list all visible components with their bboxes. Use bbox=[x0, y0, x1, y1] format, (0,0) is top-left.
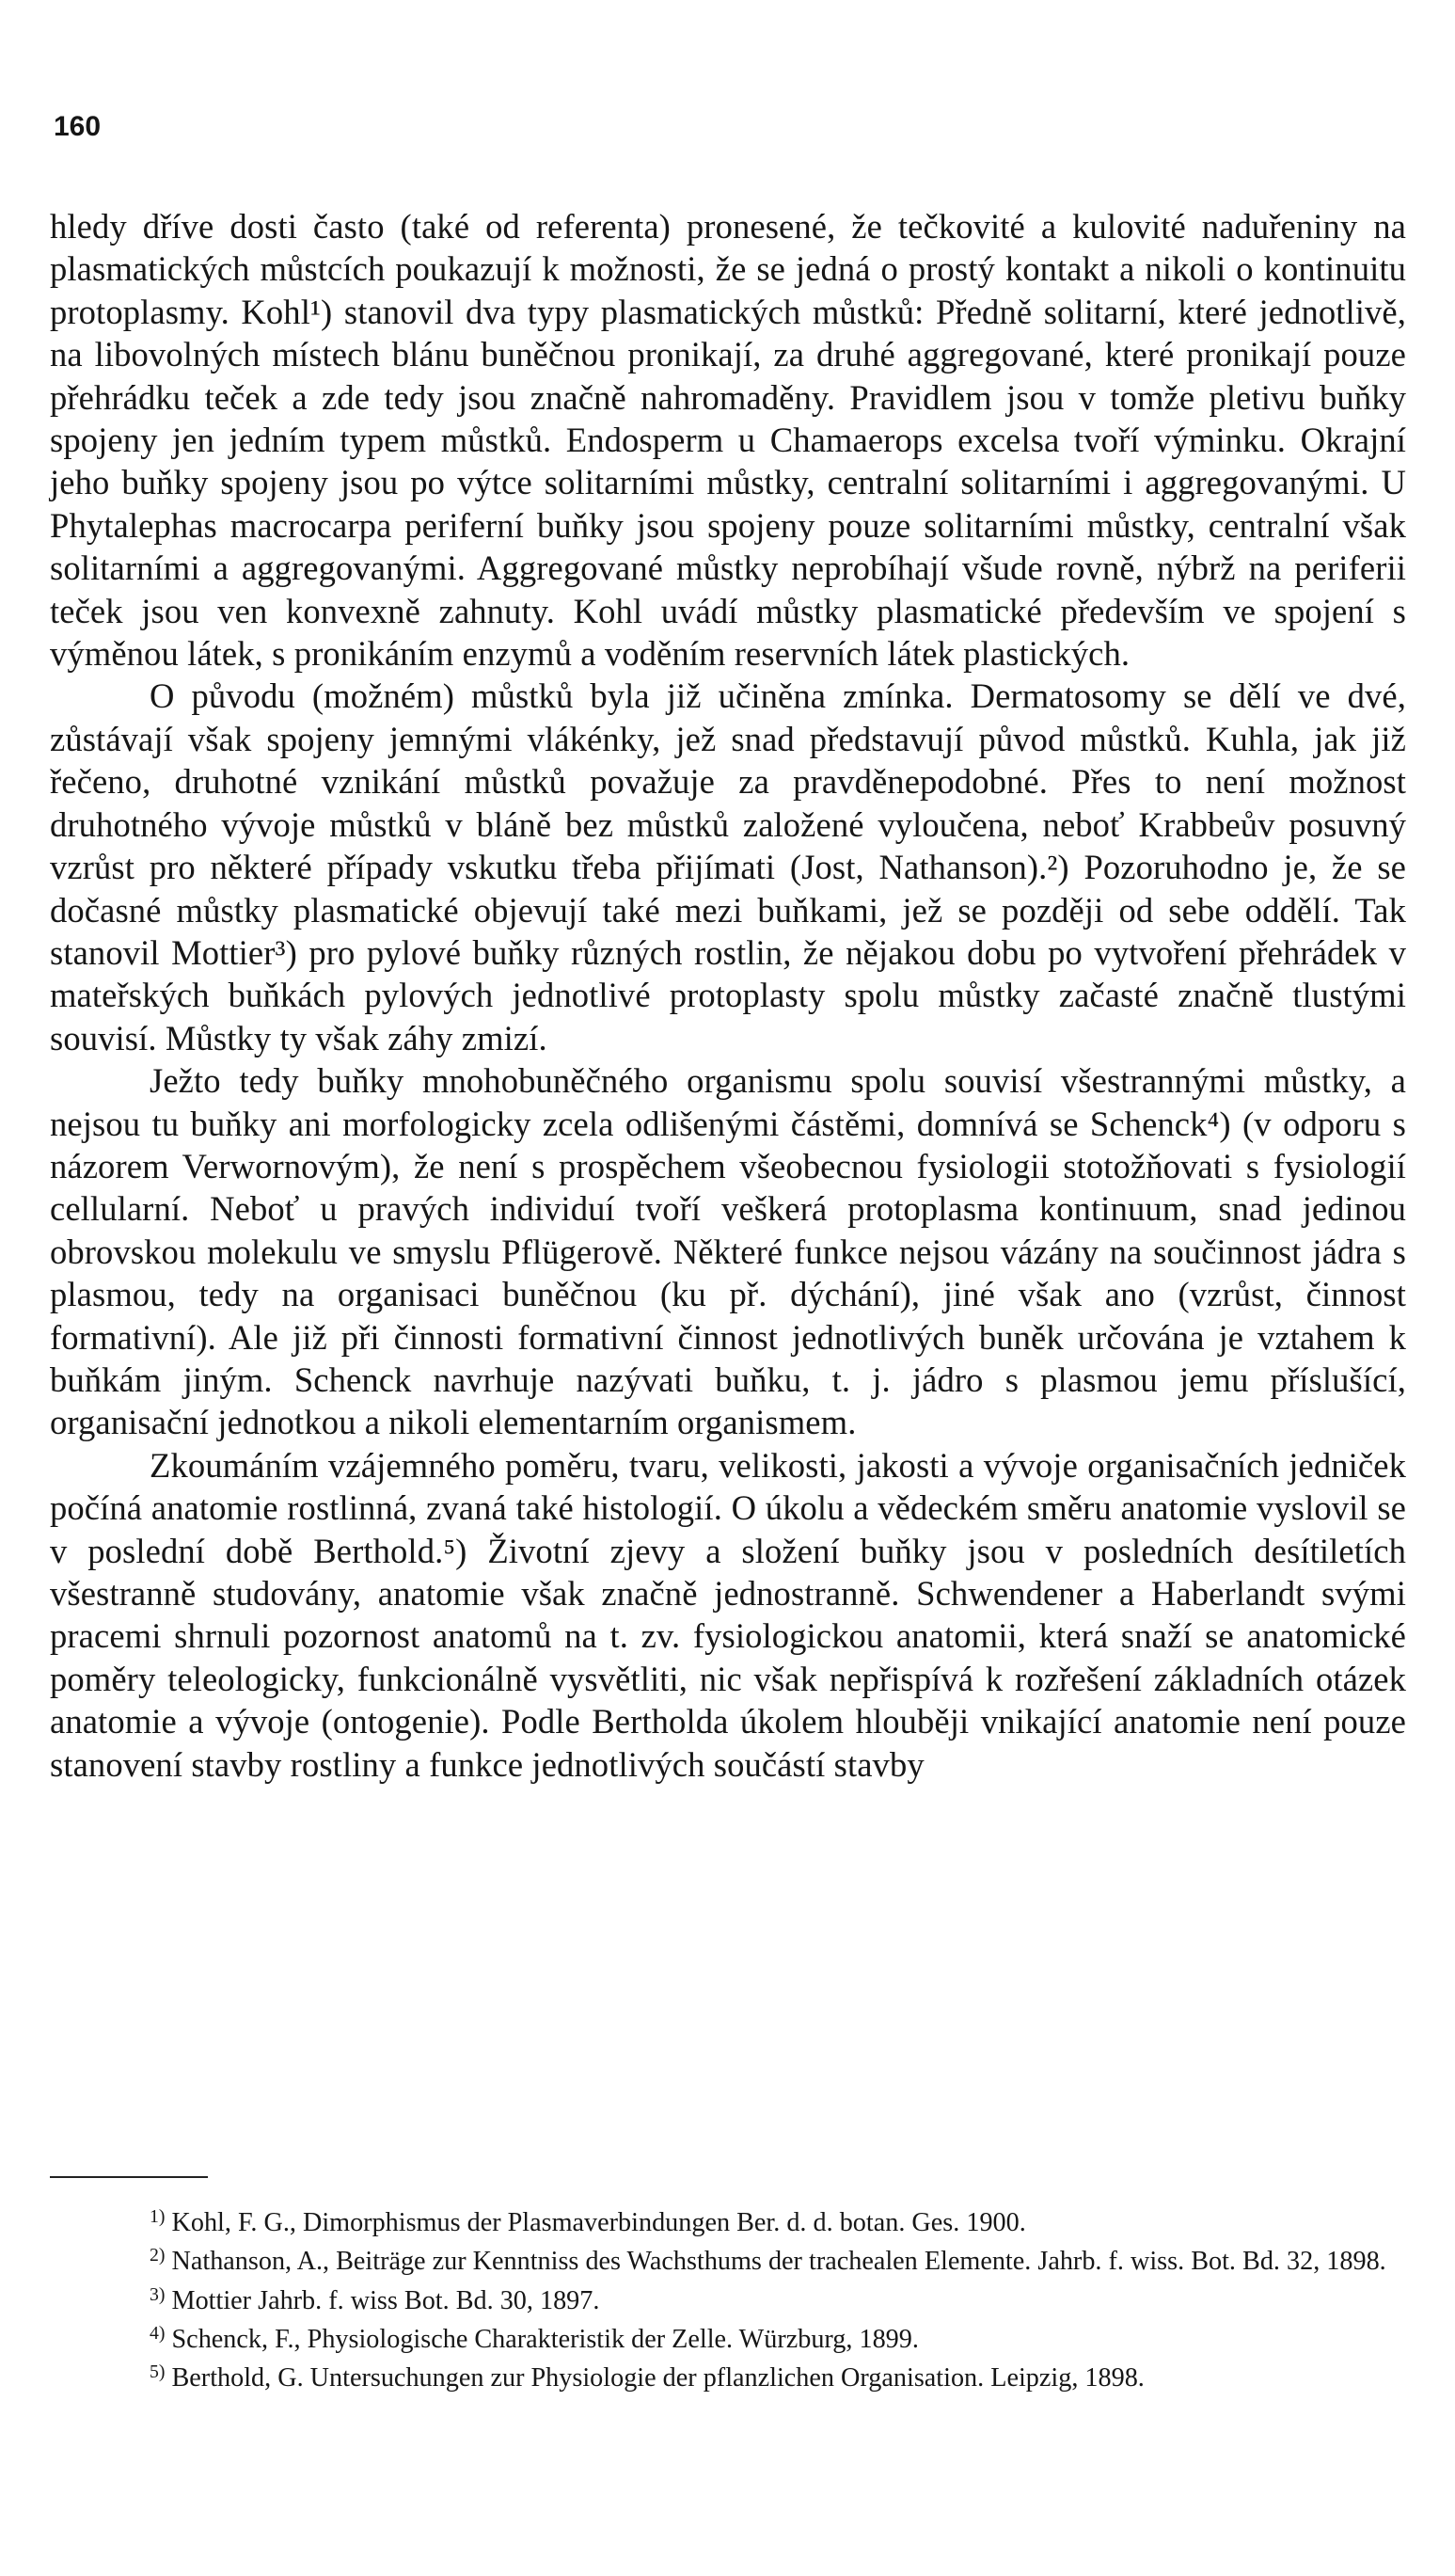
footnote-marker: 1) bbox=[150, 2206, 166, 2227]
footnote bbox=[50, 2279, 1406, 2317]
body-text bbox=[50, 205, 1406, 1786]
footnote-text: Berthold, G. Untersuchungen zur Physiologie der pflanzlichen Organisation. Leipzig, 1898. bbox=[171, 2363, 1145, 2393]
footnote-text: Kohl, F. G., Dimorphismus der Plasmaverbindungen Ber. d. d. botan. Ges. 1900. bbox=[171, 2207, 1026, 2237]
footnote bbox=[50, 2201, 1406, 2239]
footnotes bbox=[50, 2201, 1406, 2394]
footnote bbox=[50, 2317, 1406, 2356]
footnote-text: Schenck, F., Physiologische Charakteristik der Zelle. Würzburg, 1899. bbox=[171, 2324, 919, 2354]
footnote-divider bbox=[50, 2176, 208, 2178]
footnote-text: Mottier Jahrb. f. wiss Bot. Bd. 30, 1897. bbox=[171, 2285, 600, 2315]
paragraph: Zkoumáním vzájemného poměru, tvaru, velikosti, jakosti a vývoje organisačních jedniček počíná anatomie rostlinná, zvaná také histologií. O úkolu a vědeckém směru anatomie vyslovil se v poslední době Berthold.⁵) Životní zjevy a složení buňky jsou v posledních desítiletích všestranně studovány, anatomie však značně jednostranně. Schwendener a Haberlandt svými pracemi shrnuli pozornost anatomů na t. zv. fysiologickou anatomii, která snaží se anatomické poměry teleologicky, funkcionálně vysvětliti, nic však nepřispívá k rozřešení základních otázek anatomie a vývoje (ontogenie). Podle Bertholda úkolem hlouběji vnikající anatomie není pouze stanovení stavby rostliny a funkce jednotlivých součástí stavby bbox=[50, 1445, 1406, 1784]
footnote-marker: 4) bbox=[150, 2322, 166, 2344]
page-number: 160 bbox=[54, 111, 102, 142]
paragraph: hledy dříve dosti často (také od referenta) pronesené, že tečkovité a kulovité naduřeniny na plasmatických můstcích poukazují k možnosti, že se jedná o prostý kontakt a nikoli o kontinuitu protoplasmy. Kohl¹) stanovil dva typy plasmatických můstků: Předně solitarní, které jednotlivě, na libovolných místech blánu buněčnou pronikají, za druhé aggregované, které pronikají pouze přehrádku teček a zde tedy jsou značně nahromaděny. Pravidlem jsou v tomže pletivu buňky spojeny jen jedním typem můstků. Endosperm u Chamaerops excelsa tvoří výminku. Okrajní jeho buňky spojeny jsou po výtce solitarními můstky, centralní solitarními i aggregovanými. U Phytalephas macrocarpa periferní buňky jsou spojeny pouze solitarními můstky, centralní však solitarními a aggregovanými. Aggregované můstky neprobíhají všude rovně, nýbrž na periferii teček jsou ven konvexně zahnuty. Kohl uvádí můstky plasmatické především ve spojení s výměnou látek, s pronikáním enzymů a voděním reservních látek plastických. bbox=[50, 207, 1406, 674]
footnote bbox=[50, 2239, 1406, 2278]
footnote-marker: 3) bbox=[150, 2283, 166, 2305]
footnote-marker: 2) bbox=[150, 2245, 166, 2266]
paragraph: Ježto tedy buňky mnohobuněčného organismu spolu souvisí všestrannými můstky, a nejsou tu buňky ani morfologicky zcela odlišenými částěmi, domnívá se Schenck⁴) (v odporu s názorem Verwornovým), že není s prospěchem všeobecnou fysiologii stotožňovati s fysiologií cellularní. Neboť u pravých individuí tvoří veškerá protoplasma kontinuum, snad jedinou obrovskou molekulu ve smyslu Pflügerově. Některé funkce nejsou vázány na součinnost jádra s plasmou, tedy na organisaci buněčnou (ku př. dýchání), jiné však ano (vzrůst, činnost formativní). Ale již při činnosti formativní činnost jednotlivých buněk určována je vztahem k buňkám jiným. Schenck navrhuje nazývati buňku, t. j. jádro s plasmou jemu příslušící, organisační jednotkou a nikoli elementarním organismem. bbox=[50, 1061, 1406, 1442]
footnote bbox=[50, 2356, 1406, 2394]
footnote-marker: 5) bbox=[150, 2361, 166, 2383]
paragraph: O původu (možném) můstků byla již učiněna zmínka. Dermatosomy se dělí ve dvé, zůstávají však spojeny jemnými vlákénky, jež snad představují původ můstků. Kuhla, jak již řečeno, druhotné vznikání můstků považuje za pravděnepodobné. Přes to není možnost druhotného vývoje můstků v bláně bez můstků založené vyloučena, neboť Krabbeův posuvný vzrůst pro některé případy vskutku třeba přijímati (Jost, Nathanson).²) Pozoruhodno je, že se dočasné můstky plasmatické objevují také mezi buňkami, jež se později od sebe oddělí. Tak stanovil Mottier³) pro pylové buňky různých rostlin, že nějakou dobu po vytvoření přehrádek v mateřských buňkách pylových jednotlivé protoplasty spolu můstky začasté značně tlustými souvisí. Můstky ty však záhy zmizí. bbox=[50, 676, 1406, 1057]
footnote-text: Nathanson, A., Beiträge zur Kenntniss des Wachsthums der trachealen Elemente. Jahrb. f. wiss. Bot. Bd. 32, 1898. bbox=[171, 2247, 1386, 2277]
